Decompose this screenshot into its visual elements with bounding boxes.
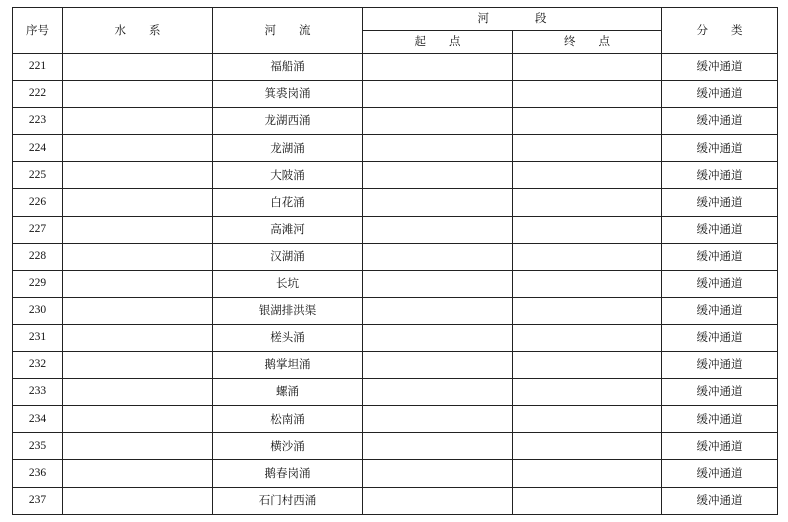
table-row <box>13 243 778 270</box>
cell-river: 松南涌 <box>213 406 363 433</box>
cell-start-point <box>363 135 513 162</box>
cell-river: 横沙涌 <box>213 433 363 460</box>
cell-start-point <box>363 270 513 297</box>
cell-category: 缓冲通道 <box>662 81 778 108</box>
cell-category: 缓冲通道 <box>662 270 778 297</box>
table-row <box>13 108 778 135</box>
cell-category: 缓冲通道 <box>662 433 778 460</box>
cell-water-system <box>63 108 213 135</box>
cell-start-point <box>363 54 513 81</box>
cell-index: 223 <box>13 108 63 135</box>
table-row <box>13 379 778 406</box>
cell-river: 石门村西涌 <box>213 487 363 514</box>
cell-end-point <box>513 297 662 324</box>
cell-category: 缓冲通道 <box>662 54 778 81</box>
cell-water-system <box>63 243 213 270</box>
cell-end-point <box>513 433 662 460</box>
river-classification-table <box>12 7 778 515</box>
cell-category: 缓冲通道 <box>662 460 778 487</box>
table-row <box>13 406 778 433</box>
cell-index: 225 <box>13 162 63 189</box>
cell-end-point <box>513 108 662 135</box>
cell-end-point <box>513 324 662 351</box>
table-row <box>13 487 778 514</box>
cell-river: 箕裘岗涌 <box>213 81 363 108</box>
cell-river: 龙湖涌 <box>213 135 363 162</box>
cell-index: 227 <box>13 216 63 243</box>
cell-water-system <box>63 189 213 216</box>
cell-category: 缓冲通道 <box>662 324 778 351</box>
table-body <box>13 54 778 515</box>
cell-river: 汉湖涌 <box>213 243 363 270</box>
cell-category: 缓冲通道 <box>662 162 778 189</box>
cell-end-point <box>513 54 662 81</box>
cell-index: 232 <box>13 352 63 379</box>
cell-start-point <box>363 406 513 433</box>
header-start-point: 起 点 <box>363 31 513 54</box>
cell-river: 鹅春岗涌 <box>213 460 363 487</box>
cell-end-point <box>513 270 662 297</box>
cell-index: 226 <box>13 189 63 216</box>
cell-end-point <box>513 460 662 487</box>
cell-river: 银湖排洪渠 <box>213 297 363 324</box>
cell-index: 230 <box>13 297 63 324</box>
header-row-top <box>13 8 778 31</box>
cell-water-system <box>63 297 213 324</box>
cell-water-system <box>63 324 213 351</box>
cell-river: 白花涌 <box>213 189 363 216</box>
cell-river: 鹅掌坦涌 <box>213 352 363 379</box>
cell-category: 缓冲通道 <box>662 135 778 162</box>
cell-end-point <box>513 487 662 514</box>
table-row <box>13 54 778 81</box>
cell-start-point <box>363 487 513 514</box>
cell-end-point <box>513 162 662 189</box>
cell-water-system <box>63 81 213 108</box>
cell-water-system <box>63 162 213 189</box>
cell-river: 长坑 <box>213 270 363 297</box>
cell-end-point <box>513 216 662 243</box>
table-row <box>13 352 778 379</box>
cell-category: 缓冲通道 <box>662 379 778 406</box>
cell-index: 234 <box>13 406 63 433</box>
cell-river: 大陂涌 <box>213 162 363 189</box>
cell-start-point <box>363 108 513 135</box>
table-row <box>13 433 778 460</box>
cell-index: 235 <box>13 433 63 460</box>
cell-category: 缓冲通道 <box>662 297 778 324</box>
cell-index: 229 <box>13 270 63 297</box>
cell-start-point <box>363 297 513 324</box>
cell-index: 233 <box>13 379 63 406</box>
table-row <box>13 216 778 243</box>
cell-index: 236 <box>13 460 63 487</box>
cell-index: 221 <box>13 54 63 81</box>
table-row <box>13 460 778 487</box>
cell-index: 228 <box>13 243 63 270</box>
cell-start-point <box>363 352 513 379</box>
header-river-section: 河 段 <box>363 8 662 31</box>
cell-category: 缓冲通道 <box>662 216 778 243</box>
header-water-system: 水 系 <box>63 8 213 54</box>
cell-index: 231 <box>13 324 63 351</box>
header-category: 分 类 <box>662 8 778 54</box>
cell-start-point <box>363 189 513 216</box>
cell-river: 螺涌 <box>213 379 363 406</box>
cell-start-point <box>363 460 513 487</box>
cell-start-point <box>363 324 513 351</box>
cell-start-point <box>363 81 513 108</box>
table-row <box>13 81 778 108</box>
cell-end-point <box>513 243 662 270</box>
cell-end-point <box>513 135 662 162</box>
cell-water-system <box>63 406 213 433</box>
cell-water-system <box>63 352 213 379</box>
cell-end-point <box>513 406 662 433</box>
cell-category: 缓冲通道 <box>662 189 778 216</box>
cell-category: 缓冲通道 <box>662 406 778 433</box>
cell-water-system <box>63 270 213 297</box>
cell-river: 高滩河 <box>213 216 363 243</box>
cell-water-system <box>63 135 213 162</box>
cell-river: 槎头涌 <box>213 324 363 351</box>
cell-water-system <box>63 460 213 487</box>
table-row <box>13 324 778 351</box>
table-row <box>13 270 778 297</box>
table-row <box>13 135 778 162</box>
cell-water-system <box>63 216 213 243</box>
cell-start-point <box>363 243 513 270</box>
header-end-point: 终 点 <box>513 31 662 54</box>
cell-end-point <box>513 352 662 379</box>
header-index: 序号 <box>13 8 63 54</box>
cell-start-point <box>363 379 513 406</box>
cell-category: 缓冲通道 <box>662 487 778 514</box>
cell-water-system <box>63 54 213 81</box>
cell-end-point <box>513 379 662 406</box>
cell-category: 缓冲通道 <box>662 352 778 379</box>
cell-river: 龙湖西涌 <box>213 108 363 135</box>
cell-water-system <box>63 487 213 514</box>
header-river: 河 流 <box>213 8 363 54</box>
table-row <box>13 162 778 189</box>
table-header <box>13 8 778 54</box>
cell-end-point <box>513 81 662 108</box>
cell-start-point <box>363 216 513 243</box>
cell-index: 222 <box>13 81 63 108</box>
cell-category: 缓冲通道 <box>662 243 778 270</box>
cell-start-point <box>363 433 513 460</box>
cell-end-point <box>513 189 662 216</box>
cell-index: 224 <box>13 135 63 162</box>
cell-water-system <box>63 433 213 460</box>
table-row <box>13 189 778 216</box>
cell-start-point <box>363 162 513 189</box>
cell-category: 缓冲通道 <box>662 108 778 135</box>
table-row <box>13 297 778 324</box>
cell-water-system <box>63 379 213 406</box>
cell-index: 237 <box>13 487 63 514</box>
cell-river: 福船涌 <box>213 54 363 81</box>
